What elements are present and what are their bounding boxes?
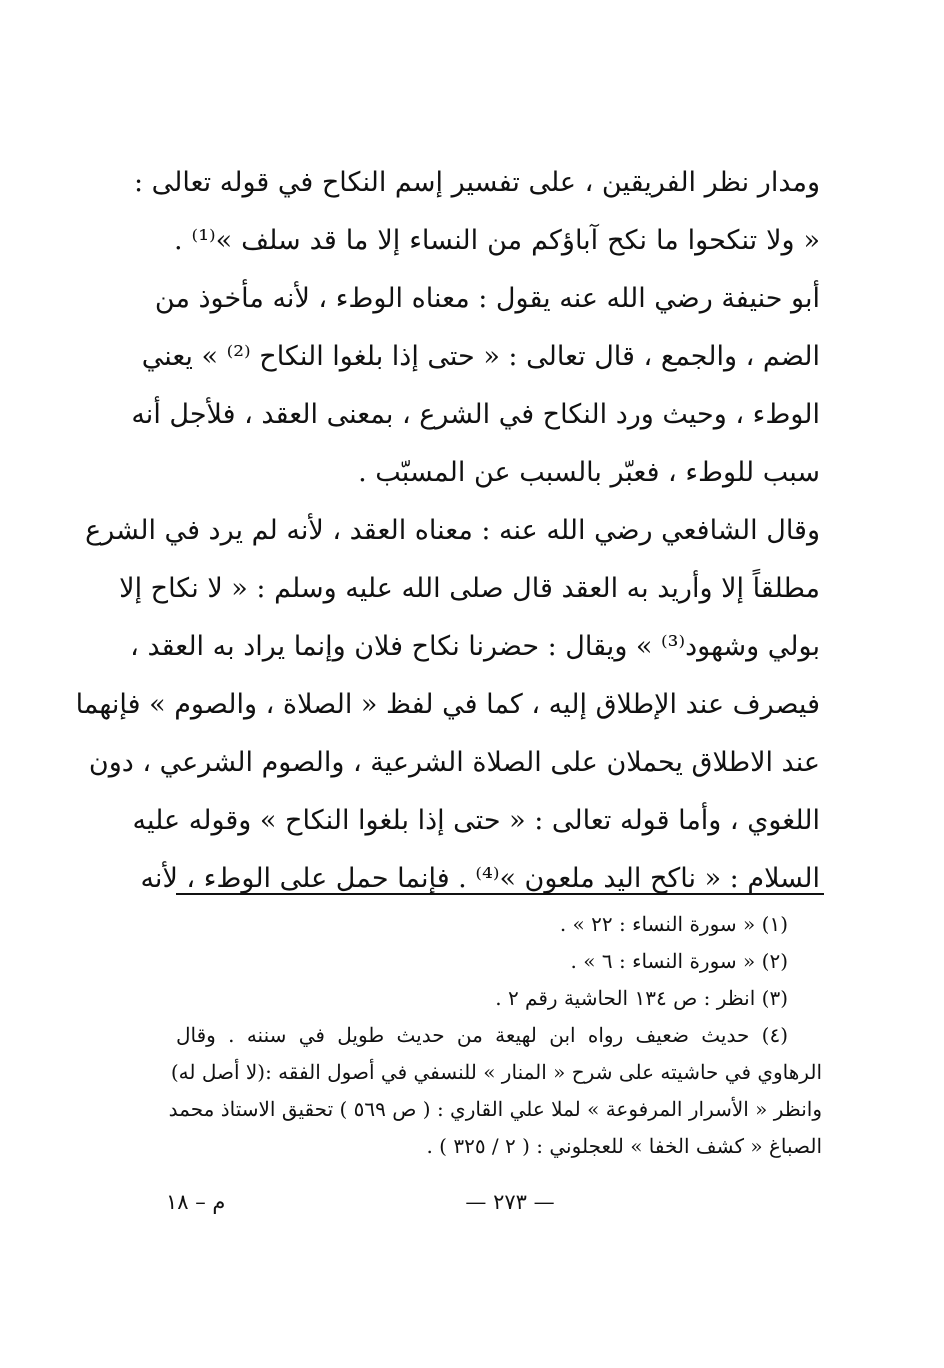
page-number: — ٢٧٣ — bbox=[465, 1190, 555, 1214]
footnote-4-continued: وانظر « الأسرار المرفوعة » لملا علي القاري : ( ص ٥٦٩ ) تحقيق الاستاذ محمد bbox=[168, 1097, 822, 1121]
text-line: وقال الشافعي رضي الله عنه : معناه العقد ، لأنه لم يرد في الشرع bbox=[85, 515, 820, 546]
footnote-4-continued: الصباغ « كشف الخفا » للعجلوني : ( ٢ / ٣٢٥ ) . bbox=[426, 1134, 822, 1158]
footnotes bbox=[168, 906, 822, 1165]
text-line: عند الاطلاق يحملان على الصلاة الشرعية ، والصوم الشرعي ، دون bbox=[88, 747, 820, 778]
text-line: سبب للوطء ، فعبّر بالسبب عن المسبّب . bbox=[358, 457, 820, 488]
footnote-3: (٣) انظر : ص ١٣٤ الحاشية رقم ٢ . bbox=[495, 986, 788, 1010]
footnote-4: (٤) حديث ضعيف رواه ابن لهيعة من حديث طويل في سننه . وقال bbox=[176, 1023, 788, 1047]
text-line: فيصرف عند الإطلاق إليه ، كما في لفظ « الصلاة ، والصوم » فإنهما bbox=[75, 689, 820, 720]
text-line: الضم ، والجمع ، قال تعالى : « حتى إذا بلغوا النكاح ⁽²⁾ » يعني bbox=[141, 341, 820, 372]
footnote-divider bbox=[176, 893, 824, 895]
text-line: اللغوي ، وأما قوله تعالى : « حتى إذا بلغوا النكاح » وقوله عليه bbox=[132, 805, 820, 836]
text-line: « ولا تنكحوا ما نكح آباؤكم من النساء إلا ما قد سلف »⁽¹⁾ . bbox=[174, 225, 821, 256]
text-line: السلام : « ناكح اليد ملعون »⁽⁴⁾ . فإنما حمل على الوطء ، لأنه bbox=[140, 863, 820, 894]
footnote-2: (٢) « سورة النساء : ٦ » . bbox=[570, 949, 788, 973]
text-line: مطلقاً إلا وأريد به العقد قال صلى الله عليه وسلم : « لا نكاح إلا bbox=[119, 573, 820, 604]
text-line: أبو حنيفة رضي الله عنه يقول : معناه الوطء ، لأنه مأخوذ من bbox=[154, 283, 820, 314]
text-line: ومدار نظر الفريقين ، على تفسير إسم النكاح في قوله تعالى : bbox=[133, 167, 820, 198]
printer-signature: م – ١٨ bbox=[166, 1190, 226, 1214]
footnote-1: (١) « سورة النساء : ٢٢ » . bbox=[559, 912, 788, 936]
text-line: بولي وشهود⁽³⁾ » ويقال : حضرنا نكاح فلان وإنما يراد به العقد ، bbox=[130, 631, 820, 662]
main-text bbox=[75, 154, 821, 908]
footnote-4-continued: الرهاوي في حاشيته على شرح « المنار » للنسفي في أصول الفقه :(لا أصل له) bbox=[170, 1060, 822, 1084]
text-line: الوطء ، وحيث ورد النكاح في الشرع ، بمعنى العقد ، فلأجل أنه bbox=[131, 399, 820, 430]
